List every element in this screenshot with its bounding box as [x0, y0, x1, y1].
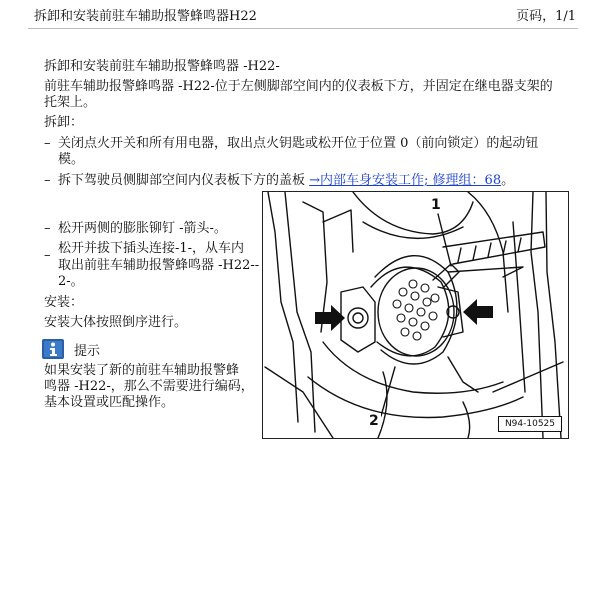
tip-line-3: 基本设置或匹配操作。	[44, 395, 175, 410]
page-header-title: 拆卸和安装前驻车辅助报警蜂鸣器H22	[34, 9, 257, 24]
bullet-dash: –	[44, 248, 51, 263]
tip-line-1: 如果安装了新的前驻车辅助报警蜂	[44, 363, 240, 378]
page-number: 页码，1/1	[516, 9, 576, 24]
step-2-end: 。	[501, 173, 515, 188]
step-4-line-3: 2-。	[58, 274, 84, 289]
callout-1: 1	[431, 197, 441, 213]
step-1-line-1: 关闭点火开关和所有用电器，取出点火钥匙或松开位于位置 0（前向锁定）的起动钮	[58, 136, 539, 151]
tip-line-2: 鸣器 -H22-，那么不需要进行编码，	[44, 379, 254, 394]
step-2-text: 拆下驾驶员侧脚部空间内仪表板下方的盖板	[58, 173, 310, 188]
repair-group-link[interactable]: →内部车身安装工作; 修理组：68	[309, 173, 502, 188]
step-2	[58, 172, 514, 189]
header-divider	[28, 28, 578, 29]
bullet-dash: –	[44, 221, 51, 236]
bullet-dash: –	[44, 173, 51, 188]
callout-2: 2	[369, 413, 379, 429]
buzzer-illustration	[262, 191, 569, 439]
info-icon	[42, 339, 64, 359]
tip-label: 提示	[74, 344, 101, 359]
figure-reference-code: N94-10525	[498, 416, 562, 432]
section-heading: 拆卸和安装前驻车辅助报警蜂鸣器 -H22-	[44, 59, 280, 74]
step-4-line-1: 松开并拔下插头连接-1-，从车内	[58, 241, 245, 256]
step-1-line-2: 模。	[58, 152, 85, 167]
removal-title: 拆卸：	[44, 115, 84, 130]
step-3: 松开两侧的膨胀铆钉 -箭头-。	[58, 221, 227, 236]
step-4-line-2: 取出前驻车辅助报警蜂鸣器 -H22--	[58, 258, 260, 273]
intro-line-1: 前驻车辅助报警蜂鸣器 -H22-位于左侧脚部空间内的仪表板下方，并固定在继电器支架的	[44, 79, 553, 94]
intro-line-2: 托架上。	[44, 95, 97, 110]
install-text: 安装大体按照倒序进行。	[44, 315, 188, 330]
bullet-dash: –	[44, 136, 51, 151]
install-title: 安装：	[44, 295, 84, 310]
